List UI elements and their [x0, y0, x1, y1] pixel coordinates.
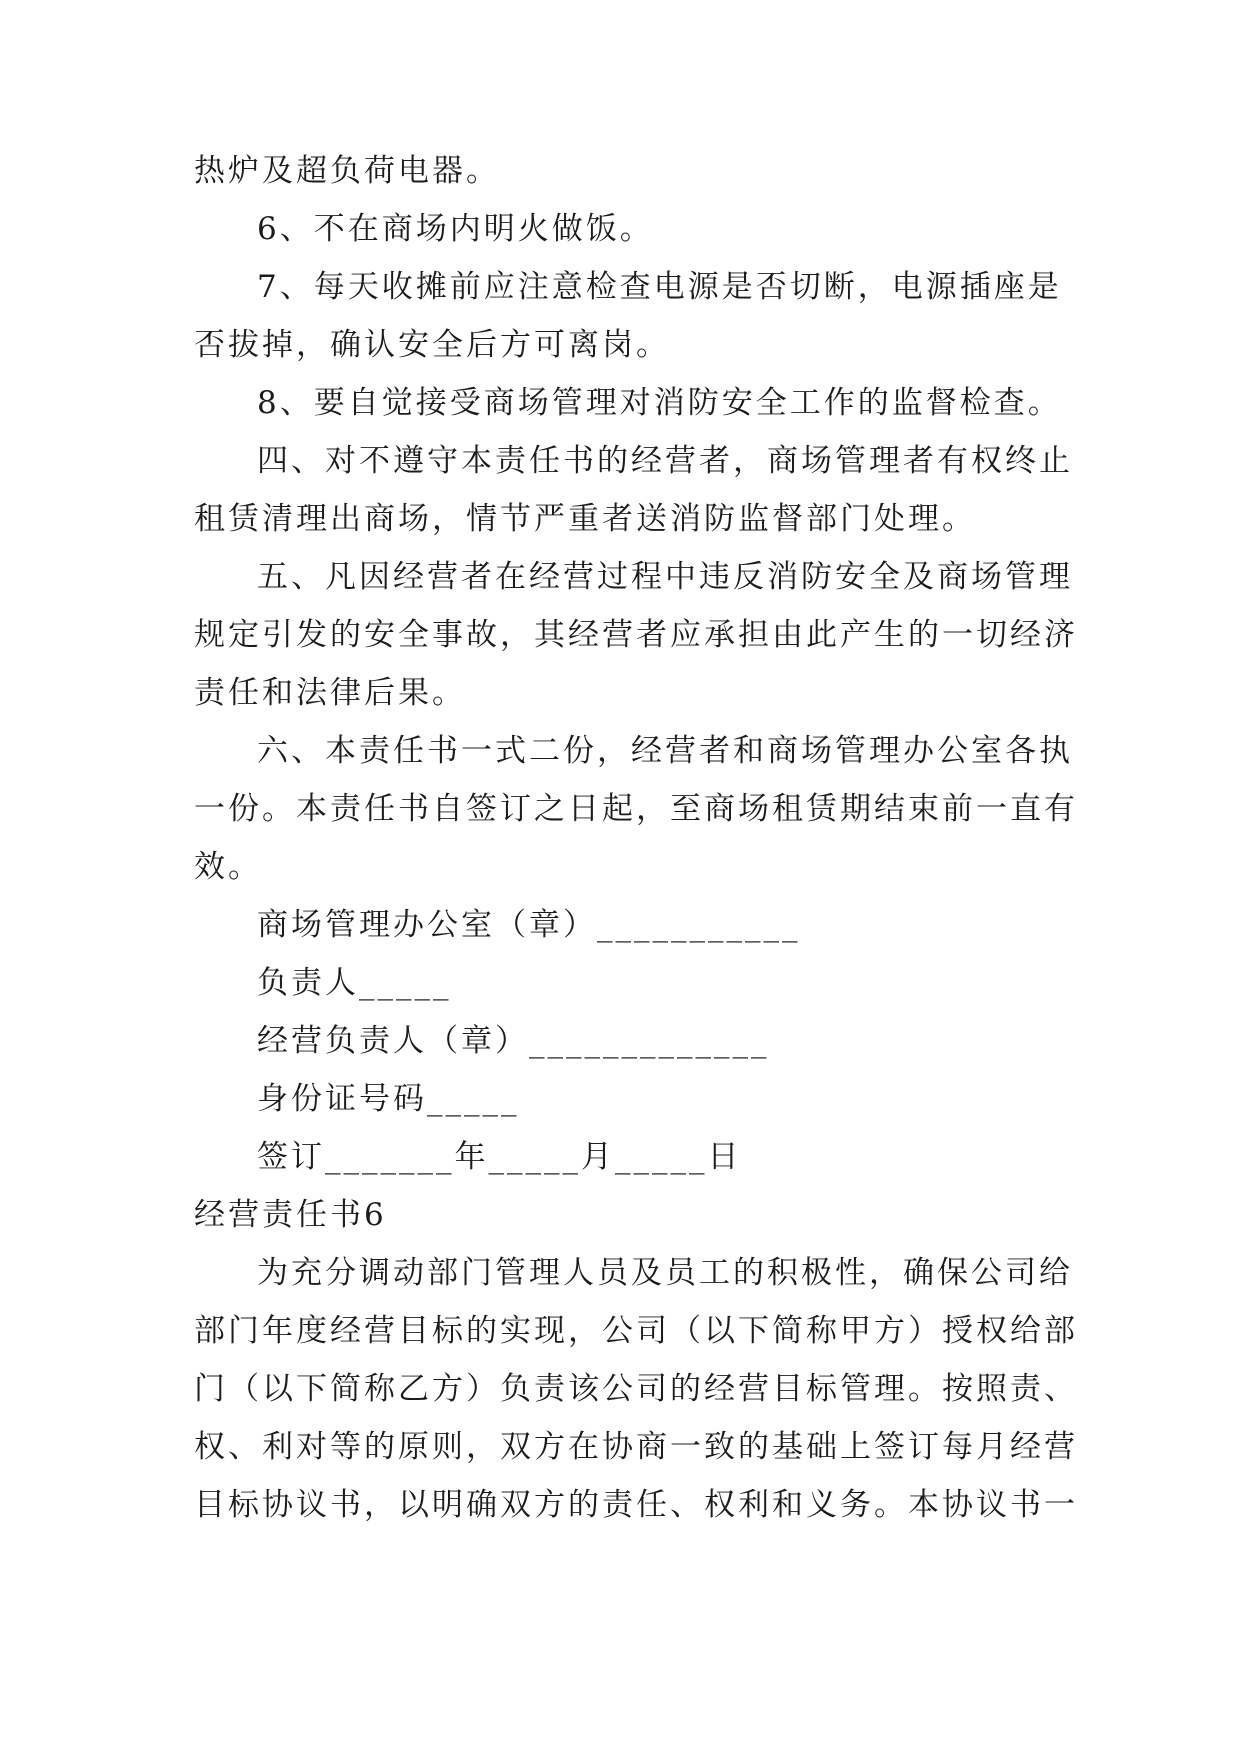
text-line: 6、不在商场内明火做饭。: [257, 211, 654, 247]
text-line: 权、利对等的原则，双方在协商一致的基础上签订每月经营: [194, 1429, 1078, 1465]
text-line: 否拔掉，确认安全后方可离岗。: [194, 327, 670, 363]
text-line: 目标协议书，以明确双方的责任、权利和义务。本协议书一: [194, 1487, 1078, 1523]
signature-office-line: 商场管理办公室（章）___________: [257, 907, 801, 943]
text-line: 租赁清理出商场，情节严重者送消防监督部门处理。: [194, 501, 976, 537]
section-heading: 经营责任书6: [194, 1197, 387, 1233]
text-line: 热炉及超负荷电器。: [194, 153, 500, 189]
text-line: 8、要自觉接受商场管理对消防安全工作的监督检查。: [257, 385, 1062, 421]
signature-manager-line: 负责人_____: [257, 965, 452, 1001]
text-line: 六、本责任书一式二份，经营者和商场管理办公室各执: [257, 733, 1073, 769]
text-line: 效。: [194, 849, 262, 885]
signature-operator-line: 经营负责人（章）_____________: [257, 1023, 770, 1059]
id-number-line: 身份证号码_____: [257, 1081, 520, 1117]
text-line: 一份。本责任书自签订之日起，至商场租赁期结束前一直有: [194, 791, 1078, 827]
text-line: 四、对不遵守本责任书的经营者，商场管理者有权终止: [257, 443, 1073, 479]
text-line: 为充分调动部门管理人员及员工的积极性，确保公司给: [257, 1255, 1073, 1291]
text-line: 规定引发的安全事故，其经营者应承担由此产生的一切经济: [194, 617, 1078, 653]
text-line: 五、凡因经营者在经营过程中违反消防安全及商场管理: [257, 559, 1073, 595]
text-line: 7、每天收摊前应注意检查电源是否切断，电源插座是: [257, 269, 1062, 305]
date-line: 签订_______年_____月_____日: [257, 1139, 742, 1175]
text-line: 门（以下简称乙方）负责该公司的经营目标管理。按照责、: [194, 1371, 1078, 1407]
text-line: 责任和法律后果。: [194, 675, 466, 711]
text-line: 部门年度经营目标的实现，公司（以下简称甲方）授权给部: [194, 1313, 1078, 1349]
